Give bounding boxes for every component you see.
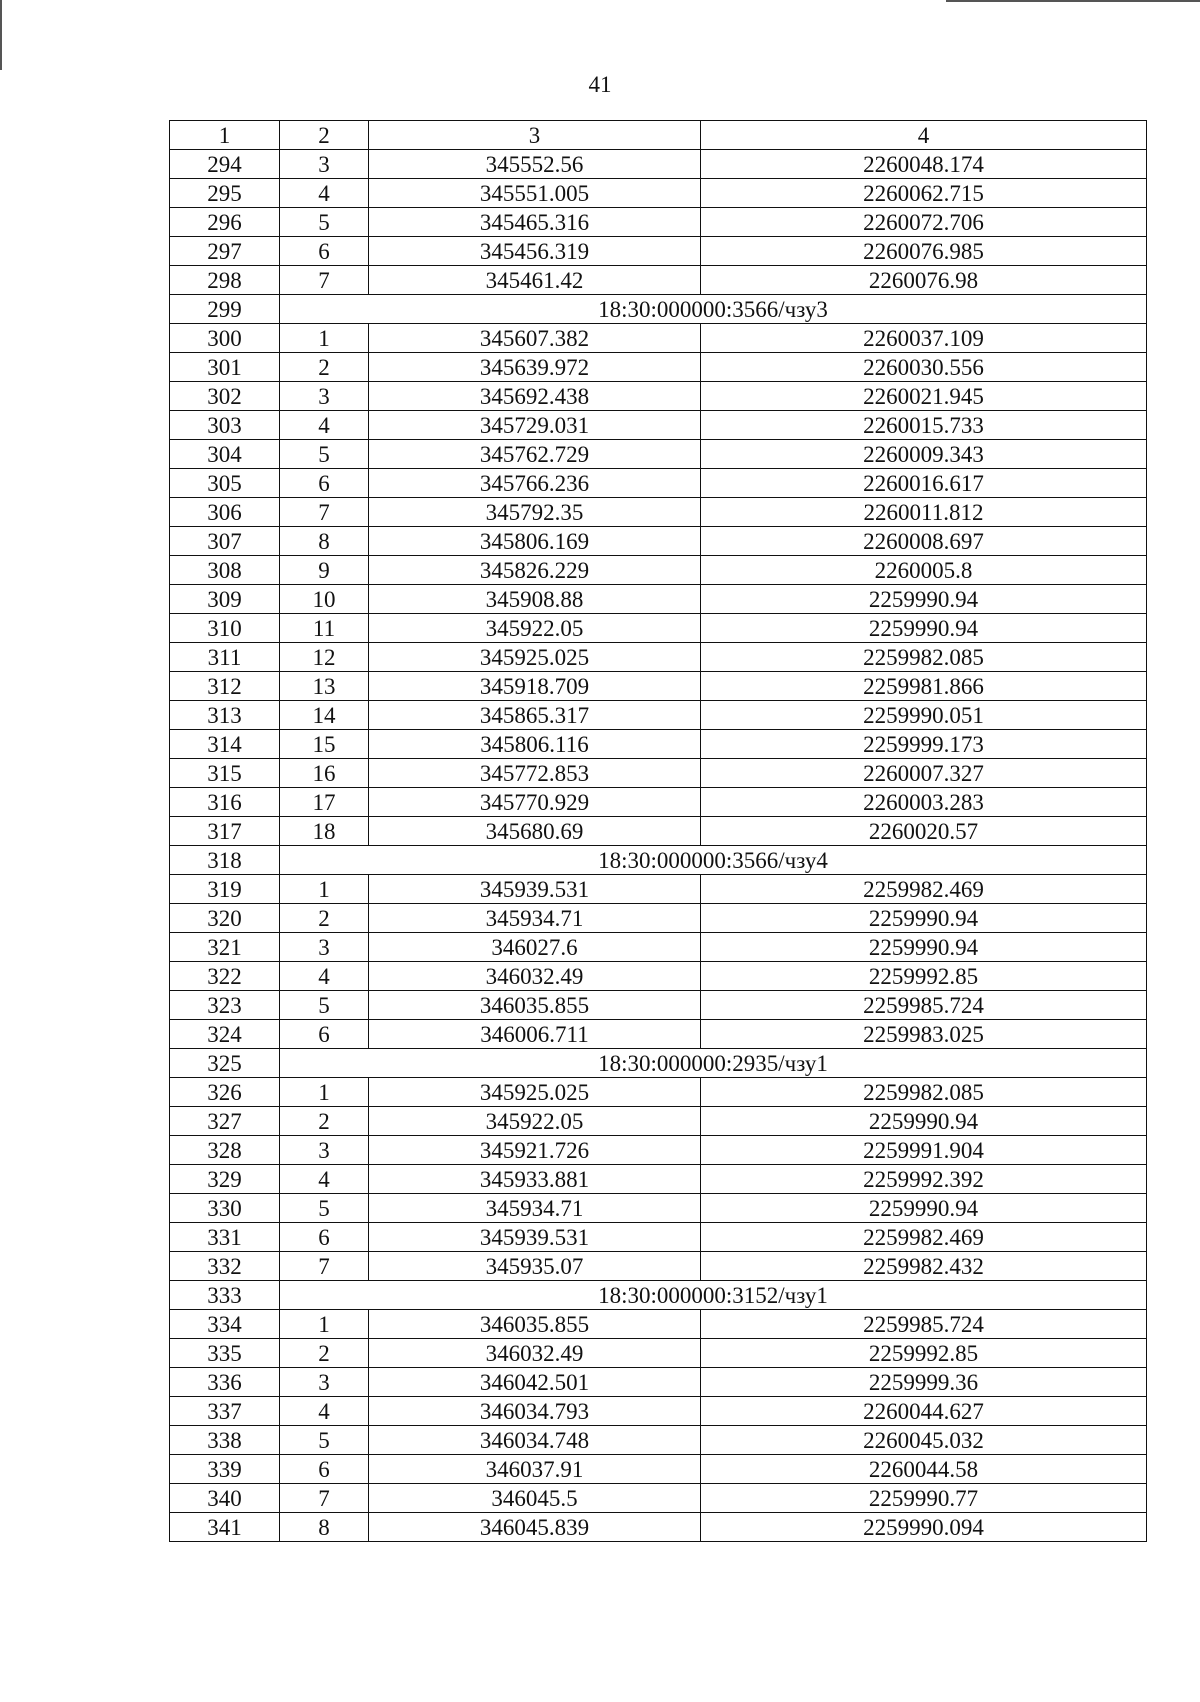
row-number-cell: 336 [170,1368,280,1397]
x-coordinate-cell: 345806.169 [369,527,701,556]
section-title-cell: 18:30:000000:2935/чзу1 [280,1049,1147,1078]
table-row [170,237,1147,266]
table-row [170,788,1147,817]
y-coordinate-cell: 2259981.866 [701,672,1147,701]
table-row [170,556,1147,585]
y-coordinate-cell: 2259990.94 [701,614,1147,643]
table-row [170,382,1147,411]
row-number-cell: 307 [170,527,280,556]
y-coordinate-cell: 2259992.85 [701,962,1147,991]
point-number-cell: 10 [280,585,369,614]
row-number-cell: 306 [170,498,280,527]
table-row [170,1339,1147,1368]
header-cell: 1 [170,121,280,150]
table-row [170,266,1147,295]
x-coordinate-cell: 345456.319 [369,237,701,266]
row-number-cell: 324 [170,1020,280,1049]
row-number-cell: 322 [170,962,280,991]
y-coordinate-cell: 2260048.174 [701,150,1147,179]
point-number-cell: 8 [280,527,369,556]
y-coordinate-cell: 2260020.57 [701,817,1147,846]
row-number-cell: 301 [170,353,280,382]
row-number-cell: 309 [170,585,280,614]
row-number-cell: 325 [170,1049,280,1078]
table-row [170,1165,1147,1194]
y-coordinate-cell: 2259992.85 [701,1339,1147,1368]
y-coordinate-cell: 2259999.36 [701,1368,1147,1397]
x-coordinate-cell: 346045.5 [369,1484,701,1513]
point-number-cell: 2 [280,353,369,382]
point-number-cell: 8 [280,1513,369,1542]
point-number-cell: 6 [280,1020,369,1049]
x-coordinate-cell: 345922.05 [369,1107,701,1136]
x-coordinate-cell: 345729.031 [369,411,701,440]
x-coordinate-cell: 345934.71 [369,1194,701,1223]
y-coordinate-cell: 2259991.904 [701,1136,1147,1165]
y-coordinate-cell: 2259982.469 [701,1223,1147,1252]
y-coordinate-cell: 2260076.985 [701,237,1147,266]
y-coordinate-cell: 2259990.94 [701,585,1147,614]
point-number-cell: 6 [280,469,369,498]
table-row [170,1426,1147,1455]
row-number-cell: 334 [170,1310,280,1339]
table-row [170,904,1147,933]
section-row [170,1281,1147,1310]
x-coordinate-cell: 345826.229 [369,556,701,585]
y-coordinate-cell: 2259985.724 [701,1310,1147,1339]
y-coordinate-cell: 2259990.051 [701,701,1147,730]
x-coordinate-cell: 345461.42 [369,266,701,295]
row-number-cell: 316 [170,788,280,817]
row-number-cell: 338 [170,1426,280,1455]
row-number-cell: 305 [170,469,280,498]
x-coordinate-cell: 346035.855 [369,991,701,1020]
row-number-cell: 340 [170,1484,280,1513]
point-number-cell: 3 [280,933,369,962]
section-row [170,295,1147,324]
row-number-cell: 331 [170,1223,280,1252]
table-row [170,817,1147,846]
section-row [170,1049,1147,1078]
point-number-cell: 7 [280,1252,369,1281]
scan-edge-top [946,0,1200,2]
y-coordinate-cell: 2260030.556 [701,353,1147,382]
y-coordinate-cell: 2260045.032 [701,1426,1147,1455]
x-coordinate-cell: 345766.236 [369,469,701,498]
x-coordinate-cell: 346042.501 [369,1368,701,1397]
row-number-cell: 300 [170,324,280,353]
x-coordinate-cell: 346034.748 [369,1426,701,1455]
point-number-cell: 7 [280,266,369,295]
point-number-cell: 4 [280,411,369,440]
table-row [170,759,1147,788]
x-coordinate-cell: 345607.382 [369,324,701,353]
row-number-cell: 297 [170,237,280,266]
table-row [170,643,1147,672]
row-number-cell: 327 [170,1107,280,1136]
row-number-cell: 328 [170,1136,280,1165]
x-coordinate-cell: 346035.855 [369,1310,701,1339]
table-row [170,1252,1147,1281]
row-number-cell: 326 [170,1078,280,1107]
point-number-cell: 17 [280,788,369,817]
header-cell: 4 [701,121,1147,150]
x-coordinate-cell: 346032.49 [369,1339,701,1368]
y-coordinate-cell: 2259990.94 [701,1194,1147,1223]
table-row [170,527,1147,556]
header-cell: 3 [369,121,701,150]
point-number-cell: 13 [280,672,369,701]
x-coordinate-cell: 345770.929 [369,788,701,817]
row-number-cell: 318 [170,846,280,875]
y-coordinate-cell: 2260007.327 [701,759,1147,788]
y-coordinate-cell: 2259982.469 [701,875,1147,904]
point-number-cell: 2 [280,904,369,933]
x-coordinate-cell: 345922.05 [369,614,701,643]
x-coordinate-cell: 346006.711 [369,1020,701,1049]
x-coordinate-cell: 345925.025 [369,1078,701,1107]
y-coordinate-cell: 2260009.343 [701,440,1147,469]
table-row [170,701,1147,730]
x-coordinate-cell: 345865.317 [369,701,701,730]
x-coordinate-cell: 345692.438 [369,382,701,411]
row-number-cell: 303 [170,411,280,440]
table-row [170,730,1147,759]
table-row [170,353,1147,382]
y-coordinate-cell: 2260015.733 [701,411,1147,440]
point-number-cell: 12 [280,643,369,672]
table-row [170,933,1147,962]
x-coordinate-cell: 345934.71 [369,904,701,933]
y-coordinate-cell: 2259990.94 [701,904,1147,933]
table-row [170,1310,1147,1339]
x-coordinate-cell: 345762.729 [369,440,701,469]
row-number-cell: 323 [170,991,280,1020]
point-number-cell: 1 [280,1310,369,1339]
x-coordinate-cell: 345939.531 [369,875,701,904]
table-row [170,875,1147,904]
y-coordinate-cell: 2260021.945 [701,382,1147,411]
row-number-cell: 337 [170,1397,280,1426]
table-row [170,614,1147,643]
point-number-cell: 16 [280,759,369,788]
point-number-cell: 1 [280,875,369,904]
table-row [170,1136,1147,1165]
point-number-cell: 5 [280,991,369,1020]
table-row [170,208,1147,237]
y-coordinate-cell: 2260062.715 [701,179,1147,208]
point-number-cell: 5 [280,208,369,237]
point-number-cell: 5 [280,1194,369,1223]
y-coordinate-cell: 2259982.432 [701,1252,1147,1281]
page-number: 41 [588,72,612,97]
table-row [170,498,1147,527]
y-coordinate-cell: 2260016.617 [701,469,1147,498]
x-coordinate-cell: 345925.025 [369,643,701,672]
y-coordinate-cell: 2260044.627 [701,1397,1147,1426]
y-coordinate-cell: 2259990.094 [701,1513,1147,1542]
point-number-cell: 4 [280,962,369,991]
table-row [170,1484,1147,1513]
table-row [170,440,1147,469]
point-number-cell: 6 [280,1455,369,1484]
row-number-cell: 311 [170,643,280,672]
point-number-cell: 11 [280,614,369,643]
y-coordinate-cell: 2259982.085 [701,1078,1147,1107]
y-coordinate-cell: 2259992.392 [701,1165,1147,1194]
table-row [170,1368,1147,1397]
x-coordinate-cell: 346034.793 [369,1397,701,1426]
y-coordinate-cell: 2259990.77 [701,1484,1147,1513]
point-number-cell: 2 [280,1107,369,1136]
table-row [170,1397,1147,1426]
section-title-cell: 18:30:000000:3566/чзу3 [280,295,1147,324]
y-coordinate-cell: 2260037.109 [701,324,1147,353]
x-coordinate-cell: 346037.91 [369,1455,701,1484]
point-number-cell: 9 [280,556,369,585]
row-number-cell: 310 [170,614,280,643]
row-number-cell: 308 [170,556,280,585]
table-body [170,121,1147,1542]
row-number-cell: 314 [170,730,280,759]
y-coordinate-cell: 2259983.025 [701,1020,1147,1049]
point-number-cell: 14 [280,701,369,730]
row-number-cell: 329 [170,1165,280,1194]
x-coordinate-cell: 346027.6 [369,933,701,962]
point-number-cell: 4 [280,1165,369,1194]
y-coordinate-cell: 2260008.697 [701,527,1147,556]
row-number-cell: 332 [170,1252,280,1281]
table-row [170,1513,1147,1542]
row-number-cell: 315 [170,759,280,788]
row-number-cell: 302 [170,382,280,411]
header-cell: 2 [280,121,369,150]
x-coordinate-cell: 345935.07 [369,1252,701,1281]
x-coordinate-cell: 345939.531 [369,1223,701,1252]
row-number-cell: 330 [170,1194,280,1223]
table-row [170,1223,1147,1252]
row-number-cell: 335 [170,1339,280,1368]
point-number-cell: 15 [280,730,369,759]
row-number-cell: 319 [170,875,280,904]
y-coordinate-cell: 2260005.8 [701,556,1147,585]
point-number-cell: 3 [280,382,369,411]
y-coordinate-cell: 2259999.173 [701,730,1147,759]
section-title-cell: 18:30:000000:3152/чзу1 [280,1281,1147,1310]
point-number-cell: 3 [280,1368,369,1397]
point-number-cell: 4 [280,179,369,208]
y-coordinate-cell: 2259982.085 [701,643,1147,672]
table-row [170,962,1147,991]
x-coordinate-cell: 345933.881 [369,1165,701,1194]
table-row [170,991,1147,1020]
table-row [170,411,1147,440]
section-row [170,846,1147,875]
coordinates-table [169,120,1147,1542]
point-number-cell: 5 [280,1426,369,1455]
row-number-cell: 321 [170,933,280,962]
table-row [170,1194,1147,1223]
x-coordinate-cell: 345552.56 [369,150,701,179]
point-number-cell: 18 [280,817,369,846]
row-number-cell: 333 [170,1281,280,1310]
table-row [170,672,1147,701]
y-coordinate-cell: 2260072.706 [701,208,1147,237]
x-coordinate-cell: 345792.35 [369,498,701,527]
point-number-cell: 3 [280,150,369,179]
x-coordinate-cell: 346032.49 [369,962,701,991]
y-coordinate-cell: 2259990.94 [701,933,1147,962]
table-row [170,1455,1147,1484]
y-coordinate-cell: 2260076.98 [701,266,1147,295]
row-number-cell: 320 [170,904,280,933]
point-number-cell: 5 [280,440,369,469]
x-coordinate-cell: 345680.69 [369,817,701,846]
y-coordinate-cell: 2259985.724 [701,991,1147,1020]
row-number-cell: 299 [170,295,280,324]
scan-edge-left [0,0,2,70]
y-coordinate-cell: 2260011.812 [701,498,1147,527]
x-coordinate-cell: 345806.116 [369,730,701,759]
point-number-cell: 2 [280,1339,369,1368]
x-coordinate-cell: 345921.726 [369,1136,701,1165]
x-coordinate-cell: 345918.709 [369,672,701,701]
row-number-cell: 296 [170,208,280,237]
point-number-cell: 4 [280,1397,369,1426]
row-number-cell: 312 [170,672,280,701]
point-number-cell: 7 [280,498,369,527]
x-coordinate-cell: 346045.839 [369,1513,701,1542]
table-row [170,324,1147,353]
point-number-cell: 3 [280,1136,369,1165]
y-coordinate-cell: 2260003.283 [701,788,1147,817]
x-coordinate-cell: 345551.005 [369,179,701,208]
y-coordinate-cell: 2259990.94 [701,1107,1147,1136]
table-row [170,469,1147,498]
point-number-cell: 1 [280,324,369,353]
row-number-cell: 339 [170,1455,280,1484]
table-row [170,179,1147,208]
table-row [170,150,1147,179]
point-number-cell: 7 [280,1484,369,1513]
table-row [170,1020,1147,1049]
row-number-cell: 317 [170,817,280,846]
table-row [170,1107,1147,1136]
row-number-cell: 295 [170,179,280,208]
row-number-cell: 313 [170,701,280,730]
x-coordinate-cell: 345465.316 [369,208,701,237]
y-coordinate-cell: 2260044.58 [701,1455,1147,1484]
point-number-cell: 6 [280,1223,369,1252]
table-row [170,1078,1147,1107]
table-header-row [170,121,1147,150]
row-number-cell: 294 [170,150,280,179]
x-coordinate-cell: 345908.88 [369,585,701,614]
row-number-cell: 298 [170,266,280,295]
row-number-cell: 304 [170,440,280,469]
row-number-cell: 341 [170,1513,280,1542]
point-number-cell: 6 [280,237,369,266]
x-coordinate-cell: 345772.853 [369,759,701,788]
table-row [170,585,1147,614]
point-number-cell: 1 [280,1078,369,1107]
section-title-cell: 18:30:000000:3566/чзу4 [280,846,1147,875]
x-coordinate-cell: 345639.972 [369,353,701,382]
